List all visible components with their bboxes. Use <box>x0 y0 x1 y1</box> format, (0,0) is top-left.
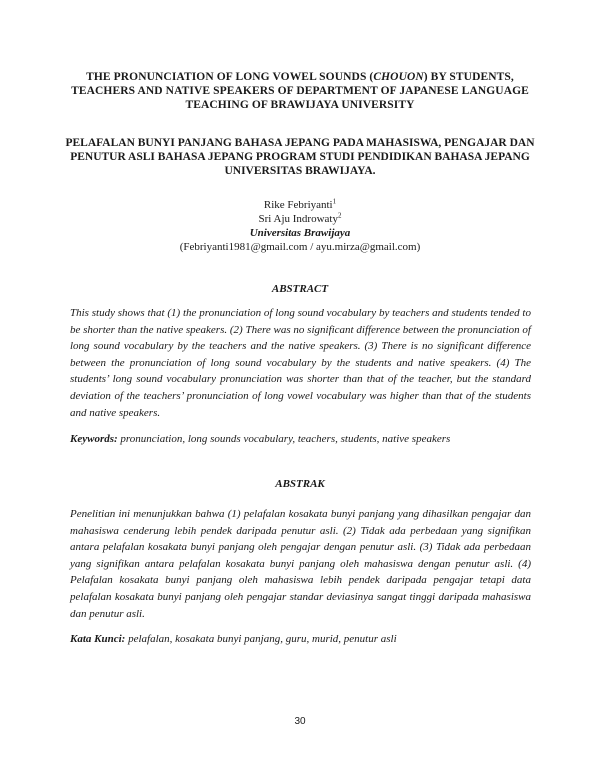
author-block <box>100 198 500 254</box>
english-title-part1: THE PRONUNCIATION OF LONG VOWEL SOUNDS ( <box>86 71 374 83</box>
author-1-sup: 1 <box>332 197 337 206</box>
abstrak-heading: ABSTRAK <box>275 478 325 490</box>
page-number: 30 <box>294 716 306 727</box>
abstract-heading: ABSTRACT <box>271 283 329 295</box>
abstrak-text: Penelitian ini menunjukkan bahwa (1) pelafalan kosakata bunyi panjang yang dihasilkan pengajar dan mahasiswa cenderung lebih pendek daripada penutur asli. (2) Tidak ada perbedaan yang signifikan antara pelafalan kosakata bunyi panjang oleh pengajar dengan penutur asli. (3) Tidak ada perbedaan yang signifikan antara pelafalan kosakata bunyi panjang oleh mahasiswa dengan penutur asli. (4) Pelafalan kosakata bunyi panjang oleh mahasiswa lebih pendek daripada pengajar tetapi data pelafalan kosakata bunyi panjang oleh pengajar standar deviasinya sangat tinggi daripada mahasiswa dan penutur asli. <box>70 508 531 620</box>
author-2 <box>100 212 500 226</box>
author-emails: (Febriyanti1981@gmail.com / ayu.mirza@gmail.com) <box>179 241 421 253</box>
author-2-name: Sri Aju Indrowaty <box>258 213 338 225</box>
english-title-part2: ) BY STUDENTS, TEACHERS AND NATIVE SPEAKERS OF DEPARTMENT OF JAPANESE LANGUAGE TEACHING OF BRAWIJAYA UNIVERSITY <box>71 71 529 111</box>
kata-kunci-line <box>70 632 540 646</box>
english-title-italic-term: CHOUON <box>373 71 424 83</box>
english-title <box>60 70 540 112</box>
affiliation: Universitas Brawijaya <box>249 227 351 239</box>
author-1 <box>100 198 500 212</box>
author-1-name: Rike Febriyanti <box>263 199 333 211</box>
kata-kunci-text: pelafalan, kosakata bunyi panjang, guru, murid, penutur asli <box>128 633 397 645</box>
kata-kunci-label: Kata Kunci: <box>70 633 126 645</box>
indonesian-title: PELAFALAN BUNYI PANJANG BAHASA JEPANG PADA MAHASISWA, PENGAJAR DAN PENUTUR ASLI BAHASA JEPANG PROGRAM STUDI PENDIDIKAN BAHASA JEPANG UNIVERSITAS BRAWIJAYA. <box>65 137 535 177</box>
abstract-text: This study shows that (1) the pronunciation of long sound vocabulary by teachers and students tended to be shorter than the native speakers. (2) There was no significant difference between the pronunciation of long sound vocabulary by the teachers and the native speakers. (3) There is no significant difference between the pronunciation of long sound vocabulary by the students and native speakers. (4) The students’ long sound vocabulary pronunciation was shorter than that of the teacher, but the standard deviation of the teachers’ pronunciation of long vowel vocabulary was higher than that of the students and native speakers. <box>70 307 531 419</box>
keywords-label: Keywords: <box>70 433 118 445</box>
author-2-sup: 2 <box>337 211 342 220</box>
keywords-line <box>70 432 540 446</box>
keywords-text: pronunciation, long sounds vocabulary, teachers, students, native speakers <box>120 433 451 445</box>
